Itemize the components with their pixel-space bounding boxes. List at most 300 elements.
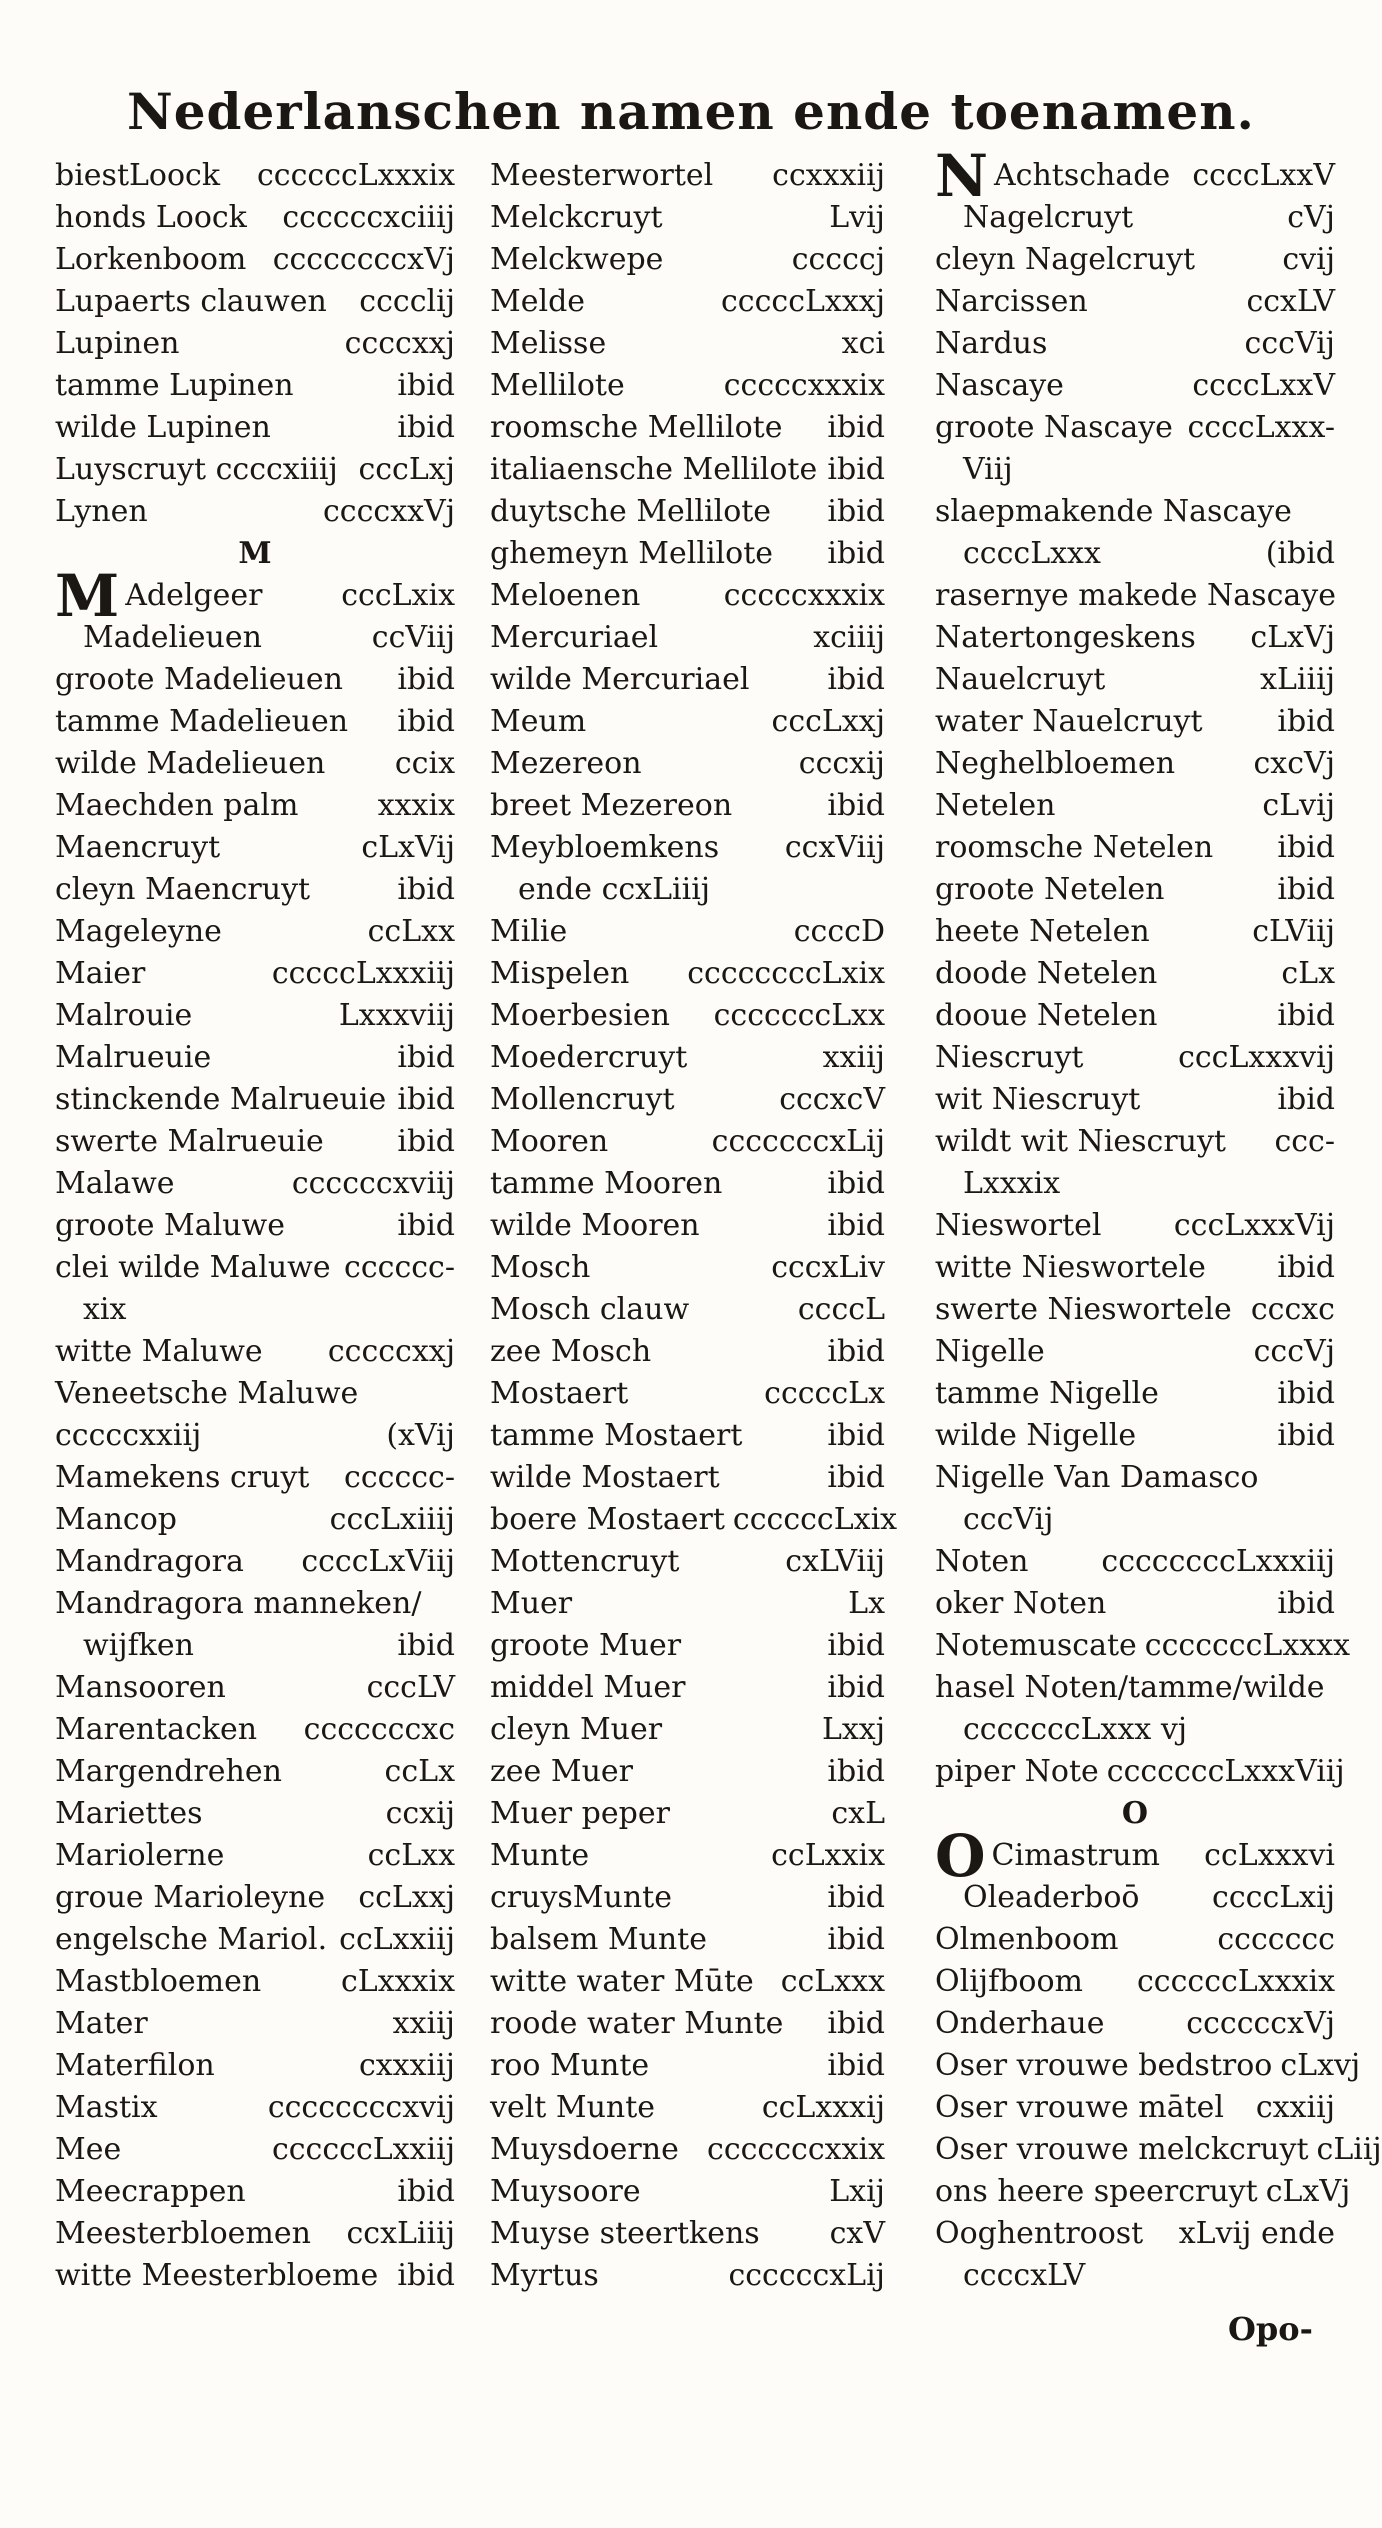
entry-reference: (xVij <box>386 1418 455 1453</box>
entry-reference: ibid <box>827 1166 885 1201</box>
entry-reference: ccccLxxx- <box>1187 410 1335 445</box>
entry-name: Madelieuen <box>83 620 262 655</box>
entry-reference: ibid <box>397 1124 455 1159</box>
entry-name-text: Achtschade <box>994 158 1171 193</box>
entry-name: zee Muer <box>490 1754 633 1789</box>
entry-reference: ibid <box>1277 1586 1335 1621</box>
entry-reference: ccViij <box>371 620 455 655</box>
entry-reference <box>1327 2255 1335 2297</box>
entry-reference: ccccD <box>793 914 885 949</box>
entry-name: Oser vrouwe melckcruyt <box>935 2132 1309 2167</box>
entry-name: wildt wit Niescruyt <box>935 1124 1226 1159</box>
entry-name: cccVij <box>963 1502 1054 1537</box>
entry-name: breet Mezereon <box>490 788 733 823</box>
entry-reference: cccccLxxxj <box>721 284 885 319</box>
entry-name: honds Loock <box>55 200 247 235</box>
index-entry <box>935 2003 1335 2045</box>
entry-reference: cccccccxxix <box>707 2132 885 2167</box>
entry-reference: ccccccLxxxix <box>256 158 455 193</box>
entry-reference: cLxVij <box>361 830 455 865</box>
entry-name: Moedercruyt <box>490 1040 688 1075</box>
entry-reference: ccccL <box>797 1292 885 1327</box>
index-entry <box>490 239 885 281</box>
entry-reference: ibid <box>1277 830 1335 865</box>
entry-reference: ccxLiiij <box>346 2216 455 2251</box>
index-entry <box>55 562 455 630</box>
entry-name: Mercuriael <box>490 620 659 655</box>
index-entry <box>490 1541 885 1583</box>
entry-name: Lorkenboom <box>55 242 247 277</box>
entry-reference: ibid <box>397 662 455 697</box>
entry-name: Melisse <box>490 326 607 361</box>
entry-name: balsem Munte <box>490 1922 707 1957</box>
entry-name: Nigelle <box>935 1334 1045 1369</box>
index-entry <box>490 911 885 953</box>
entry-name: wijfken <box>83 1628 194 1663</box>
index-entry <box>55 1751 455 1793</box>
entry-name: Mariettes <box>55 1796 203 1831</box>
entry-name: Mooren <box>490 1124 609 1159</box>
entry-name: Maencruyt <box>55 830 221 865</box>
entry-reference: ccix <box>394 746 455 781</box>
entry-name: Nascaye <box>935 368 1064 403</box>
index-entry <box>55 239 455 281</box>
entry-reference: ibid <box>397 1628 455 1663</box>
index-entry <box>55 1205 455 1247</box>
index-entry <box>55 1415 455 1457</box>
index-entry <box>55 1961 455 2003</box>
index-entry <box>55 1709 455 1751</box>
entry-reference: ibid <box>827 1880 885 1915</box>
index-entry <box>935 953 1335 995</box>
entry-name: Veneetsche Maluwe <box>55 1376 359 1411</box>
index-entry <box>935 281 1335 323</box>
section-letter-text: M <box>238 536 272 571</box>
index-entry <box>935 1822 1335 1890</box>
entry-name: Olmenboom <box>935 1922 1119 1957</box>
entry-reference: cccLxj <box>358 452 455 487</box>
entry-reference: ibid <box>397 410 455 445</box>
entry-reference: xLvij ende <box>1178 2216 1335 2251</box>
entry-name: Muysoore <box>490 2174 641 2209</box>
entry-name: biestLoock <box>55 158 221 193</box>
entry-reference: cccccxxxix <box>723 578 885 613</box>
index-entry <box>490 2213 885 2255</box>
entry-reference: ibid <box>827 1922 885 1957</box>
entry-name: groote Maluwe <box>55 1208 285 1243</box>
entry-reference: ibid <box>827 1754 885 1789</box>
initial-letter: N <box>935 142 989 210</box>
index-entry <box>490 1289 885 1331</box>
entry-reference <box>877 869 885 911</box>
entry-reference: ccccccLxxxix <box>1136 1964 1335 1999</box>
entry-name: wilde Mercuriael <box>490 662 750 697</box>
entry-name: Noten <box>935 1544 1029 1579</box>
entry-reference: cccccxxxix <box>723 368 885 403</box>
entry-reference: cLxvj <box>1280 2048 1361 2083</box>
entry-name: Nigelle Van Damasco <box>935 1460 1259 1495</box>
index-entry <box>935 869 1335 911</box>
index-entry <box>55 1541 455 1583</box>
entry-name: Mandragora <box>55 1544 244 1579</box>
entry-reference: ibid <box>827 1628 885 1663</box>
entry-reference: cccLxxj <box>771 704 885 739</box>
entry-reference: cccxij <box>798 746 885 781</box>
index-entry <box>935 617 1335 659</box>
index-entry <box>935 1457 1335 1499</box>
entry-name: Moerbesien <box>490 998 670 1033</box>
entry-reference: cccLxix <box>341 578 455 613</box>
entry-name: Natertongeskens <box>935 620 1196 655</box>
entry-name: clei wilde Maluwe <box>55 1250 331 1285</box>
entry-reference: cccccccLxx <box>713 998 885 1033</box>
index-entry <box>935 449 1335 491</box>
entry-reference <box>1327 1709 1335 1751</box>
index-entry <box>55 1583 455 1625</box>
entry-reference: ccLxx <box>367 914 455 949</box>
entry-name: middel Muer <box>490 1670 686 1705</box>
index-entry <box>55 1667 455 1709</box>
index-entry <box>55 617 455 659</box>
index-entry <box>55 2087 455 2129</box>
entry-name: groue Marioleyne <box>55 1880 326 1915</box>
index-entry <box>55 743 455 785</box>
entry-name: cccccccLxxx vj <box>963 1712 1188 1747</box>
index-entry <box>55 2255 455 2297</box>
entry-name: Mispelen <box>490 956 630 991</box>
entry-reference: ibid <box>397 1208 455 1243</box>
entry-name: groote Madelieuen <box>55 662 343 697</box>
entry-name: cleyn Maencruyt <box>55 872 311 907</box>
index-entry <box>935 1163 1335 1205</box>
entry-reference: ccccLxxV <box>1192 158 1335 193</box>
entry-reference: ccxViij <box>784 830 885 865</box>
index-entry <box>490 2171 885 2213</box>
entry-reference: cxV <box>829 2216 885 2251</box>
index-entry <box>935 1625 1351 1667</box>
index-entry <box>935 1499 1335 1541</box>
index-entry <box>55 1877 455 1919</box>
index-entry <box>490 1247 885 1289</box>
index-entry <box>55 197 455 239</box>
index-entry <box>935 701 1335 743</box>
entry-name: Mezereon <box>490 746 642 781</box>
index-entry <box>55 155 455 197</box>
index-entry <box>490 1625 885 1667</box>
index-entry <box>935 1247 1335 1289</box>
entry-reference: cccccLx <box>764 1376 885 1411</box>
entry-name: tamme Madelieuen <box>55 704 349 739</box>
section-letter <box>935 1793 1335 1835</box>
index-entry <box>490 1457 885 1499</box>
entry-reference: cccLxxxVij <box>1173 1208 1335 1243</box>
index-entry <box>490 1037 885 1079</box>
entry-name: tamme Nigelle <box>935 1376 1159 1411</box>
entry-reference: ccLxxix <box>771 1838 885 1873</box>
entry-reference: ibid <box>827 2048 885 2083</box>
entry-name: ghemeyn Mellilote <box>490 536 774 571</box>
index-entry <box>935 1037 1335 1079</box>
entry-name: Margendrehen <box>55 1754 282 1789</box>
index-entry <box>935 491 1335 533</box>
entry-reference: cLiij <box>1316 2132 1382 2167</box>
entry-reference: ibid <box>827 410 885 445</box>
index-entry <box>935 1751 1345 1793</box>
entry-reference: cccccLxxxiij <box>271 956 455 991</box>
index-entry <box>490 1709 885 1751</box>
entry-name-text: Adelgeer <box>125 578 263 613</box>
entry-reference: xciiij <box>813 620 885 655</box>
entry-name: Materfilon <box>55 2048 215 2083</box>
index-entry <box>490 1415 885 1457</box>
entry-reference: ccccccccxVj <box>272 242 455 277</box>
entry-reference: ibid <box>1277 1376 1335 1411</box>
entry-reference: ibid <box>827 1670 885 1705</box>
index-entry <box>490 281 885 323</box>
entry-reference: cccxLiv <box>771 1250 885 1285</box>
entry-name: doode Netelen <box>935 956 1158 991</box>
index-entry <box>55 1289 455 1331</box>
entry-name: Nieswortel <box>935 1208 1102 1243</box>
index-entry <box>935 1919 1335 1961</box>
index-entry <box>935 2045 1361 2087</box>
entry-name: Netelen <box>935 788 1056 823</box>
index-entry <box>55 2213 455 2255</box>
index-entry <box>490 1373 885 1415</box>
entry-name: Mastbloemen <box>55 1964 262 1999</box>
entry-reference <box>1327 1667 1335 1709</box>
index-entry <box>490 323 885 365</box>
entry-name: cccccxxiij <box>55 1418 202 1453</box>
entry-name: Munte <box>490 1838 590 1873</box>
entry-name: cruysMunte <box>490 1880 672 1915</box>
index-entry <box>490 701 885 743</box>
index-entry <box>490 617 885 659</box>
entry-reference <box>447 1583 455 1625</box>
index-entry <box>490 1499 898 1541</box>
entry-reference: ccxij <box>385 1796 455 1831</box>
entry-name: tamme Mooren <box>490 1166 723 1201</box>
entry-reference: cVj <box>1287 200 1335 235</box>
index-entry <box>55 701 455 743</box>
index-entry <box>935 743 1335 785</box>
entry-reference: cLxVj <box>1250 620 1335 655</box>
index-entry <box>935 1331 1335 1373</box>
index-entry <box>490 2003 885 2045</box>
entry-name: wilde Lupinen <box>55 410 271 445</box>
entry-name: Melckwepe <box>490 242 664 277</box>
index-entry <box>55 1037 455 1079</box>
entry-name: Milie <box>490 914 568 949</box>
index-entry <box>55 1793 455 1835</box>
entry-name: heete Netelen <box>935 914 1150 949</box>
entry-name: duytsche Mellilote <box>490 494 772 529</box>
index-entry <box>490 995 885 1037</box>
index-entry <box>935 659 1335 701</box>
entry-reference: ccc- <box>1274 1124 1335 1159</box>
entry-name: Malawe <box>55 1166 175 1201</box>
index-entry <box>490 659 885 701</box>
index-entry <box>55 323 455 365</box>
entry-name: Mariolerne <box>55 1838 225 1873</box>
entry-reference: cccVij <box>1244 326 1335 361</box>
index-entry <box>490 491 885 533</box>
entry-name: Myrtus <box>490 2258 599 2293</box>
entry-name: Mee <box>55 2132 122 2167</box>
entry-reference: ccLxxxvi <box>1204 1838 1335 1873</box>
index-entry <box>55 785 455 827</box>
entry-name: groote Muer <box>490 1628 682 1663</box>
index-entry <box>935 1415 1335 1457</box>
index-entry <box>55 953 455 995</box>
entry-reference <box>447 1289 455 1331</box>
index-entry <box>55 827 455 869</box>
entry-reference: ibid <box>397 368 455 403</box>
index-entry <box>55 407 455 449</box>
index-entry <box>935 1667 1335 1709</box>
entry-reference: ccccccxciiij <box>282 200 455 235</box>
entry-reference: cccccccxLij <box>711 1124 885 1159</box>
entry-reference: ccxLV <box>1246 284 1335 319</box>
index-entry <box>490 575 885 617</box>
index-entry <box>935 911 1335 953</box>
entry-reference: ccccccccLxix <box>687 956 885 991</box>
index-entry <box>55 365 455 407</box>
index-entry <box>55 1163 455 1205</box>
entry-name: roode water Munte <box>490 2006 784 2041</box>
index-column-1 <box>55 155 455 2330</box>
entry-reference: cccxc <box>1250 1292 1335 1327</box>
entry-name: Malrueuie <box>55 1040 212 1075</box>
entry-reference: ibid <box>827 452 885 487</box>
index-entry <box>490 785 885 827</box>
index-entry <box>935 1205 1335 1247</box>
entry-reference: ccccccxVj <box>1186 2006 1335 2041</box>
entry-reference: ccccccc <box>1217 1922 1335 1957</box>
entry-reference <box>1327 1457 1335 1499</box>
index-entry <box>55 1247 455 1289</box>
entry-name: wilde Nigelle <box>935 1418 1137 1453</box>
index-entry <box>935 995 1335 1037</box>
index-entry <box>490 1793 885 1835</box>
entry-name: Olijfboom <box>935 1964 1083 1999</box>
entry-reference: ibid <box>1277 1418 1335 1453</box>
index-entry <box>490 869 885 911</box>
entry-reference: ibid <box>397 1082 455 1117</box>
entry-name: ccccLxxx <box>963 536 1101 571</box>
entry-name: rasernye makede Nascaye <box>935 578 1336 613</box>
entry-name: Muer <box>490 1586 573 1621</box>
index-entry <box>490 1835 885 1877</box>
entry-name: hasel Noten/tamme/wilde <box>935 1670 1325 1705</box>
entry-name: Mosch clauw <box>490 1292 690 1327</box>
entry-name: Muysdoerne <box>490 2132 679 2167</box>
entry-name: Lupinen <box>55 326 180 361</box>
entry-reference: cccxcV <box>779 1082 885 1117</box>
index-entry <box>55 1079 455 1121</box>
entry-reference: (ibid <box>1265 536 1335 571</box>
index-entry <box>490 1163 885 1205</box>
index-entry <box>935 1877 1335 1919</box>
index-entry <box>55 2171 455 2213</box>
entry-name: Niescruyt <box>935 1040 1084 1075</box>
entry-name: cleyn Muer <box>490 1712 663 1747</box>
index-entry <box>55 1457 455 1499</box>
entry-name: Maier <box>55 956 146 991</box>
entry-name: Notemuscate <box>935 1628 1137 1663</box>
entry-name: Lupaerts clauwen <box>55 284 327 319</box>
entry-reference: cccccccxc <box>303 1712 455 1747</box>
entry-reference: cxxxiij <box>358 2048 455 2083</box>
entry-name: oker Noten <box>935 1586 1107 1621</box>
entry-name: Meybloemkens <box>490 830 720 865</box>
section-letter-text: O <box>1121 1796 1149 1831</box>
index-entry <box>935 1289 1335 1331</box>
entry-name: roomsche Mellilote <box>490 410 783 445</box>
entry-reference: cccccc- <box>344 1460 455 1495</box>
entry-reference: Lvij <box>829 200 885 235</box>
entry-name: Marentacken <box>55 1712 258 1747</box>
entry-reference: cccLxiiij <box>329 1502 455 1537</box>
entry-reference: xxiij <box>392 2006 455 2041</box>
index-entry <box>935 365 1335 407</box>
index-entry <box>935 533 1335 575</box>
index-entry <box>935 407 1335 449</box>
entry-name: italiaensche Mellilote <box>490 452 818 487</box>
entry-reference: xxxix <box>377 788 455 823</box>
index-entry <box>935 1079 1335 1121</box>
entry-reference: cccLxxxvij <box>1178 1040 1335 1075</box>
entry-reference: ibid <box>397 2174 455 2209</box>
index-entry <box>490 1079 885 1121</box>
entry-reference: Lxxxviij <box>338 998 455 1033</box>
entry-name: stinckende Malrueuie <box>55 1082 387 1117</box>
entry-reference: ibid <box>827 1334 885 1369</box>
entry-name: dooue Netelen <box>935 998 1158 1033</box>
index-entry <box>490 1877 885 1919</box>
entry-reference: cccclij <box>359 284 455 319</box>
index-entry <box>935 1961 1335 2003</box>
index-entry <box>490 1331 885 1373</box>
entry-name: cleyn Nagelcruyt <box>935 242 1196 277</box>
entry-name: witte Meesterbloeme <box>55 2258 379 2293</box>
entry-reference: cLvij <box>1262 788 1335 823</box>
entry-name: Muer peper <box>490 1796 670 1831</box>
entry-reference: cxxiij <box>1255 2090 1335 2125</box>
entry-name: Lxxxix <box>963 1166 1061 1201</box>
entry-reference: ibid <box>1277 872 1335 907</box>
index-entry <box>935 323 1335 365</box>
entry-reference: ccccLxij <box>1212 1880 1335 1915</box>
entry-name: roomsche Netelen <box>935 830 1214 865</box>
entry-name: Mageleyne <box>55 914 222 949</box>
entry-reference: ibid <box>1277 1082 1335 1117</box>
entry-name: Oser vrouwe bedstroo <box>935 2048 1273 2083</box>
entry-name: Meesterbloemen <box>55 2216 311 2251</box>
entry-name: Narcissen <box>935 284 1088 319</box>
entry-reference: ibid <box>397 1040 455 1075</box>
entry-name: roo Munte <box>490 2048 650 2083</box>
index-entry <box>55 1121 455 1163</box>
entry-name: Mellilote <box>490 368 625 403</box>
entry-reference: ibid <box>397 872 455 907</box>
entry-reference: ccLxx <box>367 1838 455 1873</box>
entry-name: swerte Nieswortele <box>935 1292 1232 1327</box>
index-entry <box>55 2003 455 2045</box>
entry-name: Mastix <box>55 2090 158 2125</box>
entry-name: Oleaderboō <box>963 1880 1140 1915</box>
entry-reference: cLxVj <box>1265 2174 1351 2209</box>
